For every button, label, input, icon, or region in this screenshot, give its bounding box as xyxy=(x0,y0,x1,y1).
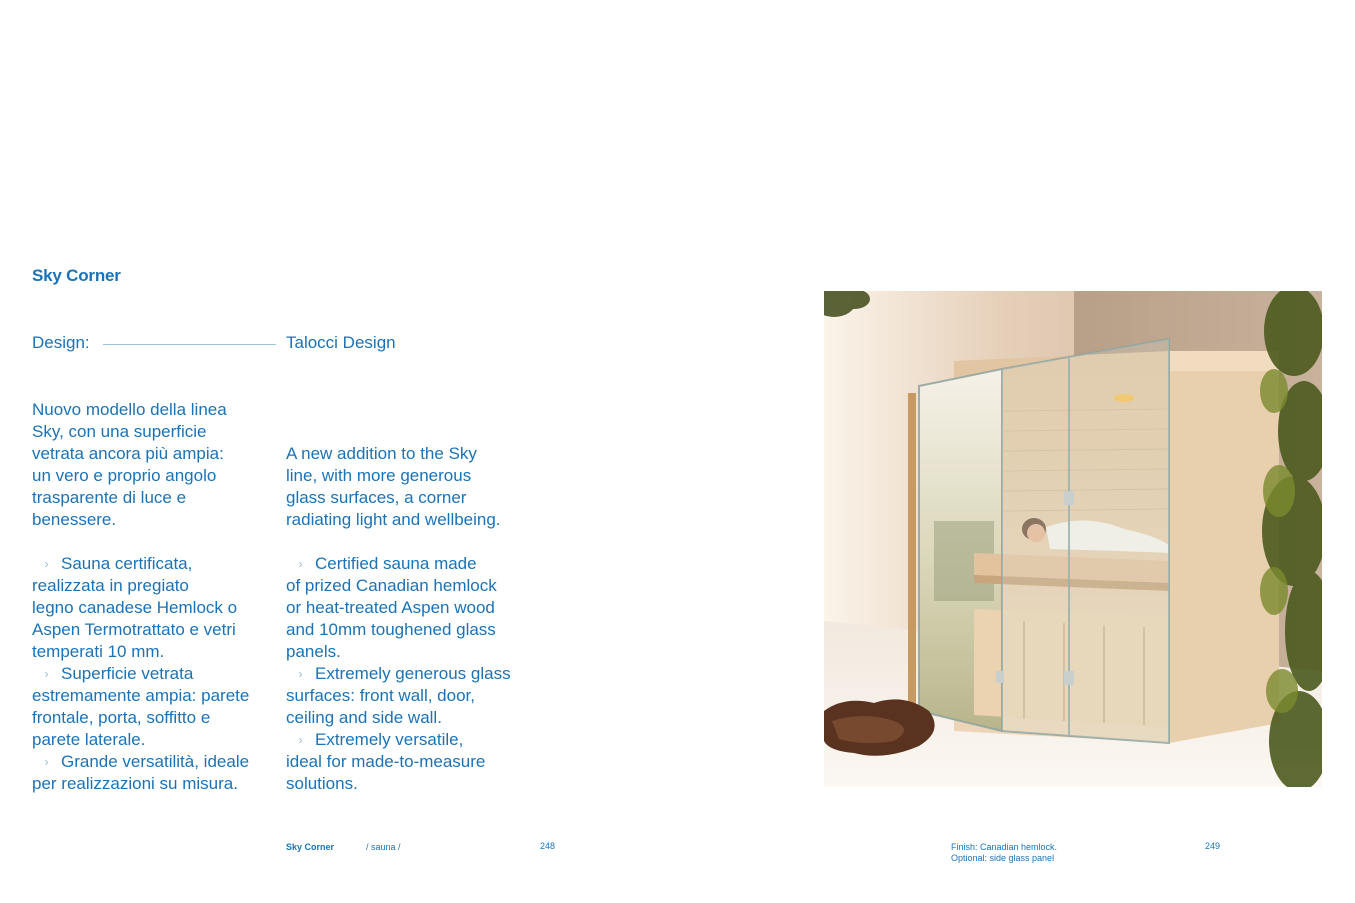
chevron-right-icon: › xyxy=(44,667,49,681)
english-description xyxy=(286,443,536,795)
photo-caption: Finish: Canadian hemlock. Optional: side glass panel xyxy=(951,842,1058,863)
chevron-right-icon: › xyxy=(298,733,303,747)
english-bullet-1: › Certified sauna made of prized Canadian hemlock or heat-treated Aspen wood and 10mm toughened glass panels. xyxy=(286,554,497,661)
english-bullet-3: › Extremely versatile, ideal for made-to-measure solutions. xyxy=(286,730,486,793)
chevron-right-icon: › xyxy=(298,667,303,681)
italian-intro: Nuovo modello della linea Sky, con una superficie vetrata ancora più ampia: un vero e proprio angolo trasparente di luce e benessere. xyxy=(32,400,227,529)
italian-bullet-1: › Sauna certificata, realizzata in pregiato legno canadese Hemlock o Aspen Termotrattato e vetri temperati 10 mm. xyxy=(32,554,238,661)
footer-product-name: Sky Corner xyxy=(286,842,335,852)
italian-description xyxy=(32,399,277,795)
italian-bullet-3: › Grande versatilità, ideale per realizzazioni su misura. xyxy=(32,752,250,793)
footer-category: / sauna / xyxy=(366,842,401,852)
english-intro: A new addition to the Sky line, with more generous glass surfaces, a corner radiating light and wellbeing. xyxy=(286,444,501,529)
design-value: Talocci Design xyxy=(286,333,396,352)
chevron-right-icon: › xyxy=(298,557,303,571)
sauna-photo xyxy=(824,291,1322,787)
design-divider xyxy=(103,344,276,345)
english-bullet-2: › Extremely generous glass surfaces: front wall, door, ceiling and side wall. xyxy=(286,664,511,727)
page-number-left: 248 xyxy=(540,841,556,851)
page-number-right: 249 xyxy=(1205,841,1221,851)
product-title: Sky Corner xyxy=(32,266,121,285)
design-label: Design: xyxy=(32,333,90,352)
chevron-right-icon: › xyxy=(44,557,49,571)
italian-bullet-2: › Superficie vetrata estremamente ampia: parete frontale, porta, soffitto e parete laterale. xyxy=(32,664,250,749)
chevron-right-icon: › xyxy=(44,755,49,769)
